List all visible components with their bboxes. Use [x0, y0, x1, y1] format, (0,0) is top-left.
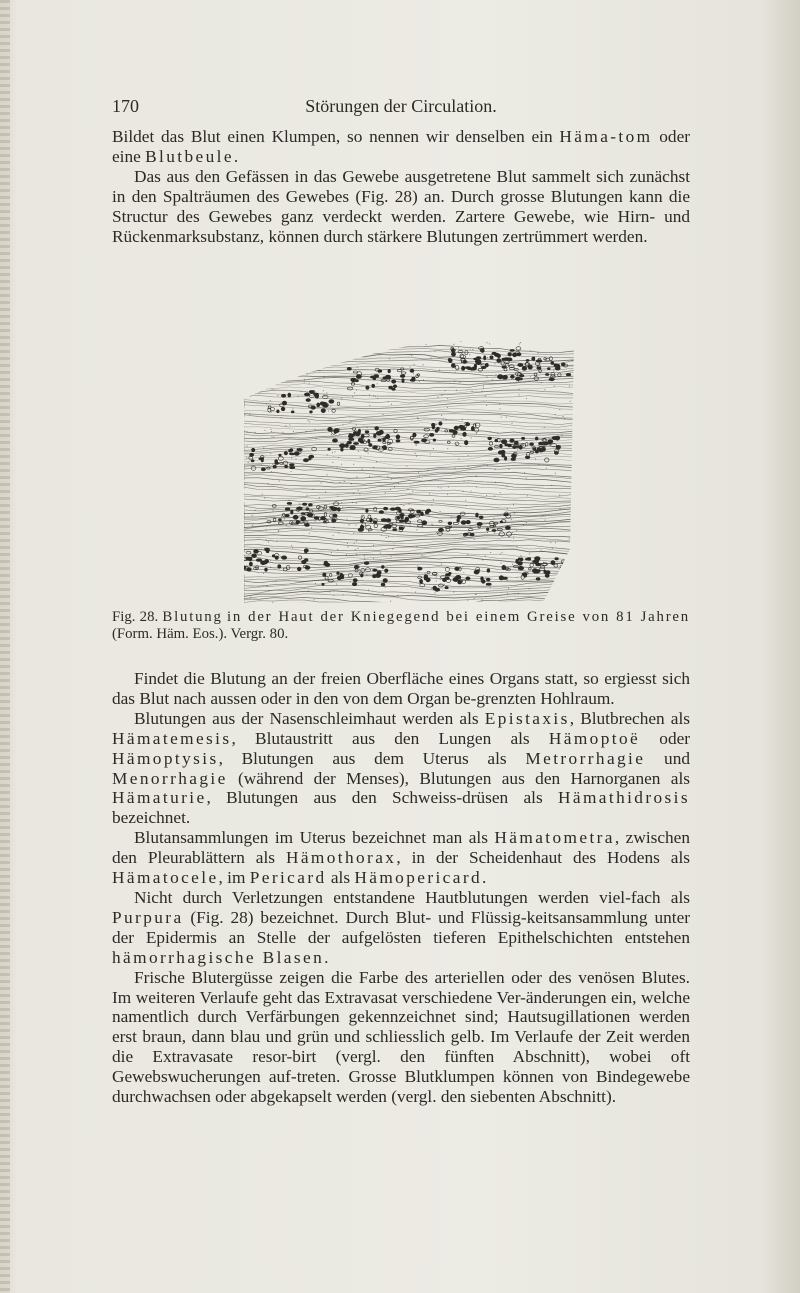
spaced-term: Hämatocele — [112, 868, 219, 888]
spaced-term: Hämatometra — [494, 828, 615, 848]
text-run: , Blutbrechen als — [569, 708, 690, 728]
text-run: Bildet das Blut einen Klumpen, so nennen wir denselben ein — [112, 127, 560, 146]
paragraph — [112, 709, 690, 828]
caption-text: (Form. Häm. Eos.). Vergr. 80. — [112, 626, 289, 642]
skin-section-engraving — [244, 339, 574, 603]
text-run: bezeichnet. — [112, 808, 191, 828]
spaced-term: Hämatemesis — [112, 728, 232, 748]
spaced-term: Hämopericard — [354, 868, 483, 888]
text-run: , im — [218, 868, 250, 888]
text-run: . — [233, 146, 239, 166]
text-run: oder — [640, 728, 691, 748]
text-run: Blutungen aus der Nasenschleimhaut werden als — [134, 708, 485, 728]
spaced-term: Metrorrhagie — [525, 748, 646, 768]
text-run: , Blutungen aus den Schweiss-drüsen als — [206, 788, 558, 808]
spaced-term: Blutbeule — [145, 146, 234, 166]
spaced-term: Häma-tom — [559, 127, 653, 146]
caption-text: Fig. 28. — [112, 609, 163, 625]
paragraph — [112, 127, 690, 167]
spaced-term: hämorrhagische Blasen — [112, 947, 325, 967]
spaced-term: Hämoptoë — [548, 728, 641, 748]
text-run: , Blutaustritt aus den Lungen als — [231, 728, 549, 748]
text-run: , Blutungen aus dem Uterus als — [218, 748, 526, 768]
caption-spaced-text: Blutung — [162, 609, 223, 625]
spaced-term: Pericard — [249, 868, 327, 888]
page-binding-edge — [0, 0, 10, 1293]
spaced-term: Hämoptysis — [112, 748, 219, 768]
paragraph — [112, 888, 690, 968]
engraving-hatching — [244, 339, 574, 603]
text-run: . — [324, 947, 329, 967]
page-header — [112, 96, 690, 120]
text-run: Blutansammlungen im Uterus bezeichnet man als — [134, 828, 495, 848]
page-number: 170 — [112, 96, 139, 116]
paragraph — [112, 167, 690, 247]
text-run: (Fig. 28) bezeichnet. Durch Blut- und Flüssig-keitsansammlung unter der Epidermis an Stelle der aufgelösten tieferen Epithelschichten entstehen — [112, 907, 690, 947]
text-run: , in der Scheidenhaut des Hodens als — [396, 848, 690, 868]
spaced-term: Purpura — [112, 907, 184, 927]
text-run: oder eine — [112, 127, 690, 166]
caption-spaced-text: in der Haut der Kniegegend bei einem Greise von 81 Jahren — [226, 609, 690, 625]
spaced-term: Hämathidrosis — [558, 788, 690, 808]
paragraph — [112, 669, 690, 709]
text-run: Frische Blutergüsse zeigen die Farbe des arteriellen oder des venösen Blutes. Im weiteren Verlaufe geht das Extravasat verschiedene Ver-änderungen ein, welche namentlich durch Verfärbungen gekennzeichnet sind; Hautsugillationen werden erst braun, dann blau und grün und schliesslich gelb. Im Verlaufe der Zeit werden die Extravasate resor-birt (vergl. den fünften Abschnitt), wobei oft Gewebswucherungen auf-treten. Grosse Blutklumpen können von Bindegewebe durchwachsen oder abgekapselt werden (vergl. den siebenten Abschnitt). — [112, 967, 690, 1107]
text-run: Das aus den Gefässen in das Gewebe ausgetretene Blut sammelt sich zunächst in den Spalträumen des Gewebes (Fig. 28) an. Durch grosse Blutungen kann die Structur des Gewebes ganz verdeckt werden. Zartere Gewebe, wie Hirn- und Rückenmarksubstanz, können durch stärkere Blutungen zertrümmert werden. — [112, 166, 690, 246]
spaced-term: Menorrhagie — [112, 768, 228, 788]
text-block-top — [112, 127, 690, 246]
text-run: Nicht durch Verletzungen entstandene Hautblutungen werden viel-fach als — [134, 887, 690, 907]
spaced-term: Epistaxis — [484, 708, 570, 728]
paragraph — [112, 828, 690, 888]
paragraph — [112, 968, 690, 1107]
text-run: und — [645, 748, 690, 768]
text-run: . — [482, 868, 487, 888]
spaced-term: Hämaturie — [112, 788, 207, 808]
spaced-term: Hämothorax — [285, 848, 397, 868]
figure-caption — [112, 609, 690, 643]
running-title: Störungen der Circulation. — [305, 96, 497, 116]
text-run: (während der Menses), Blutungen aus den Harnorganen als — [227, 768, 690, 788]
figure-28-histology-illustration — [244, 339, 574, 603]
text-run: Findet die Blutung an der freien Oberfläche eines Organs statt, so ergiesst sich das Blut nach aussen oder in den von dem Organ be-grenzten Hohlraum. — [112, 669, 690, 708]
text-run: , zwischen den Pleurablättern als — [112, 828, 690, 868]
text-block-bottom — [112, 669, 690, 1107]
text-run: als — [326, 868, 355, 888]
